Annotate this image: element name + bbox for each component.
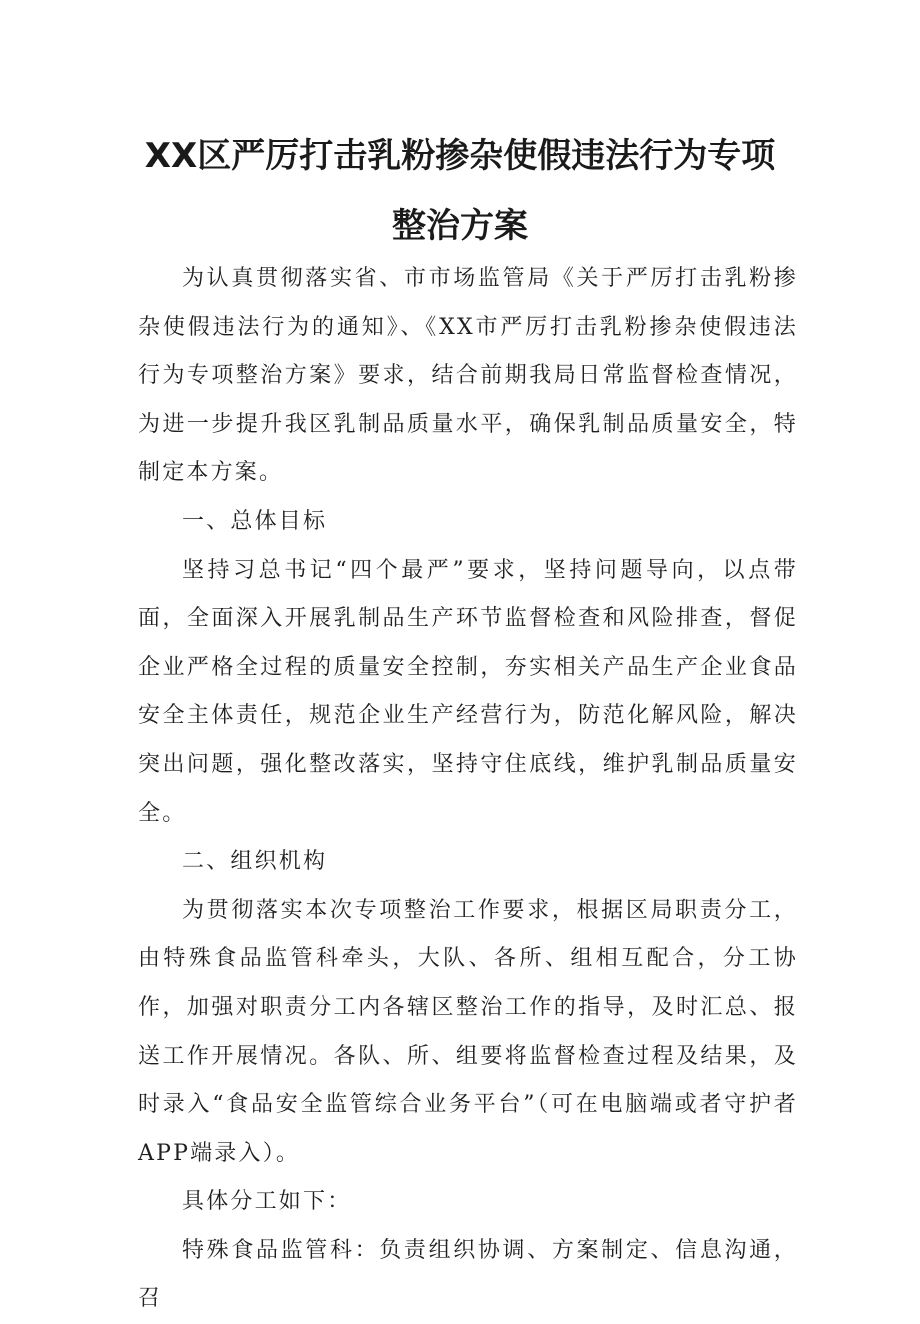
section-heading-organization: 二、组织机构: [182, 849, 328, 875]
section-heading-overall-goal: 一、总体目标: [182, 508, 328, 534]
special-food-section-paragraph: 特殊食品监管科：负责组织协调、方案制定、信息沟通，召: [138, 1237, 798, 1312]
division-heading: 具体分工如下：: [182, 1189, 352, 1215]
document-title-line-2: 整治方案: [392, 206, 528, 246]
intro-paragraph: 为认真贯彻落实省、市市场监管局《关于严厉打击乳粉掺杂使假违法行为的通知》、《XX市严厉打击乳粉掺杂使假违法行为专项整治方案》要求，结合前期我局日常监督检查情况，为进一步提升我区乳制品质量水平，确保乳制品质量安全，特制定本方案。: [138, 266, 798, 486]
overall-goal-paragraph: 坚持习总书记“四个最严”要求，坚持问题导向，以点带面，全面深入开展乳制品生产环节监督检查和风险排查，督促企业严格全过程的质量安全控制，夯实相关产品生产企业食品安全主体责任，规范企业生产经营行为，防范化解风险，解决突出问题，强化整改落实，坚持守住底线，维护乳制品质量安全。: [138, 557, 798, 826]
document-body: [138, 255, 798, 1324]
organization-paragraph: 为贯彻落实本次专项整治工作要求，根据区局职责分工，由特殊食品监管科牵头，大队、各所、组相互配合，分工协作，加强对职责分工内各辖区整治工作的指导，及时汇总、报送工作开展情况。各队、所、组要将监督检查过程及结果，及时录入“食品安全监管综合业务平台”（可在电脑端或者守护者APP端录入）。: [138, 897, 798, 1166]
document-title-line-1: XX区严厉打击乳粉掺杂使假违法行为专项: [144, 136, 776, 176]
